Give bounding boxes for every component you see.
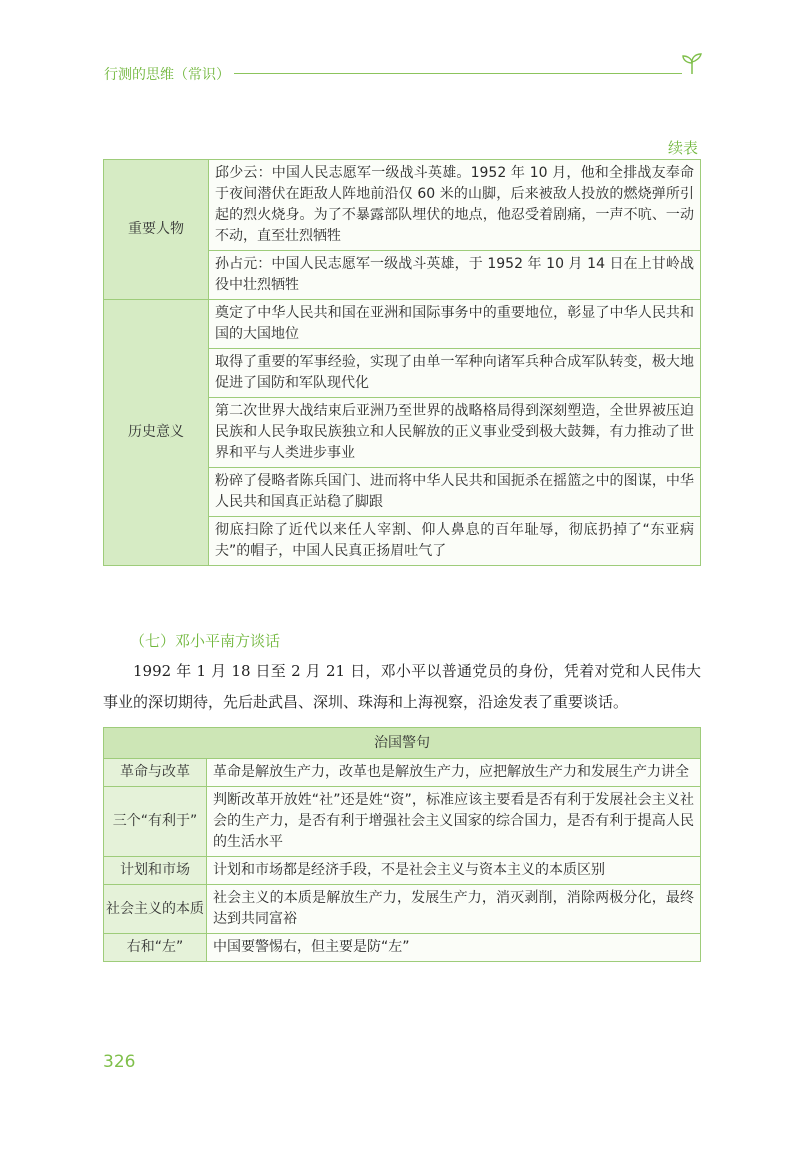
significance-table — [103, 159, 701, 566]
maxims-table — [103, 727, 701, 962]
header-rule — [234, 73, 682, 74]
section-title: （七）邓小平南方谈话 — [130, 632, 281, 650]
header-title: 行测的思维（常识） — [104, 67, 230, 83]
row-label: 三个“有利于” — [104, 787, 207, 857]
row-label: 右和“左” — [104, 934, 207, 962]
row-label: 社会主义的本质 — [104, 885, 207, 934]
table-header-row — [104, 728, 701, 759]
cell-text: 粉碎了侵略者陈兵国门、进而将中华人民共和国扼杀在摇篮之中的图谋，中华人民共和国真正站稳了脚跟 — [209, 468, 701, 517]
row-label: 计划和市场 — [104, 857, 207, 885]
cell-text: 奠定了中华人民共和国在亚洲和国际事务中的重要地位，彰显了中华人民共和国的大国地位 — [209, 300, 701, 349]
section-paragraph: 1992 年 1 月 18 日至 2 月 21 日，邓小平以普通党员的身份，凭着对党和人民伟大事业的深切期待，先后赴武昌、深圳、珠海和上海视察，沿途发表了重要谈话。 — [103, 662, 701, 711]
table-row — [104, 160, 701, 251]
cell-text: 中国要警惕右，但主要是防“左” — [207, 934, 701, 962]
continued-label: 续表 — [667, 139, 698, 157]
table-row — [104, 787, 701, 857]
cell-text: 彻底扫除了近代以来任人宰割、仰人鼻息的百年耻辱，彻底扔掉了“东亚病夫”的帽子，中国人民真正扬眉吐气了 — [209, 517, 701, 566]
cell-text: 计划和市场都是经济手段，不是社会主义与资本主义的本质区别 — [207, 857, 701, 885]
row-label-historical-significance: 历史意义 — [104, 300, 209, 566]
row-label-key-figures: 重要人物 — [104, 160, 209, 300]
cell-text: 革命是解放生产力，改革也是解放生产力，应把解放生产力和发展生产力讲全 — [207, 759, 701, 787]
cell-text: 取得了重要的军事经验，实现了由单一军种向诸军兵种合成军队转变，极大地促进了国防和军队现代化 — [209, 349, 701, 398]
cell-text: 社会主义的本质是解放生产力，发展生产力，消灭剥削，消除两极分化，最终达到共同富裕 — [207, 885, 701, 934]
table-row — [104, 300, 701, 349]
table-row — [104, 934, 701, 962]
running-header — [104, 52, 704, 82]
table-row — [104, 759, 701, 787]
table-row — [104, 885, 701, 934]
table-header: 治国警句 — [104, 728, 701, 759]
page-number: 326 — [103, 1052, 136, 1072]
cell-text: 邱少云：中国人民志愿军一级战斗英雄。1952 年 10 月，他和全排战友奉命于夜间潜伏在距敌人阵地前沿仅 60 米的山脚，后来被敌人投放的燃烧弹所引起的烈火烧身。为了不暴露部队埋伏的地点，他忍受着剧痛，一声不吭、一动不动，直至壮烈牺牲 — [209, 160, 701, 251]
sprout-icon — [680, 52, 704, 76]
cell-text: 第二次世界大战结束后亚洲乃至世界的战略格局得到深刻塑造，全世界被压迫民族和人民争取民族独立和人民解放的正义事业受到极大鼓舞，有力推动了世界和平与人类进步事业 — [209, 398, 701, 468]
cell-text: 孙占元：中国人民志愿军一级战斗英雄，于 1952 年 10 月 14 日在上甘岭战役中壮烈牺牲 — [209, 251, 701, 300]
cell-text: 判断改革开放姓“社”还是姓“资”，标准应该主要看是否有利于发展社会主义社会的生产力，是否有利于增强社会主义国家的综合国力，是否有利于提高人民的生活水平 — [207, 787, 701, 857]
table-row — [104, 857, 701, 885]
row-label: 革命与改革 — [104, 759, 207, 787]
